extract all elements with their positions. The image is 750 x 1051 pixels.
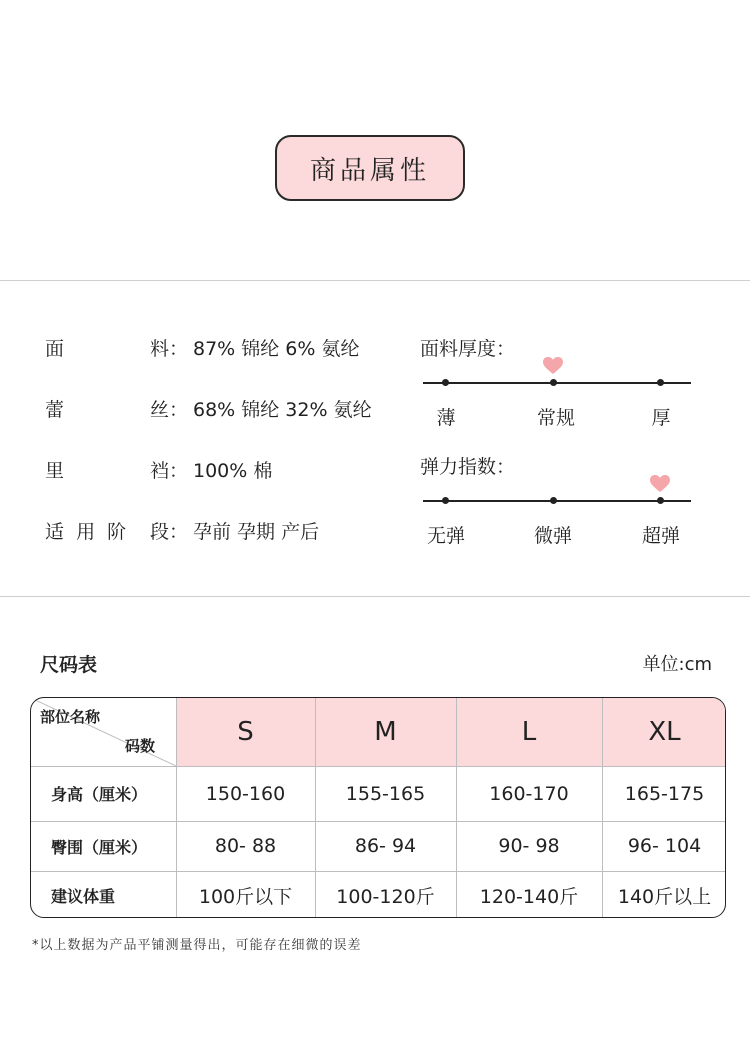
attr-label-lace: 蕾 — [45, 399, 65, 421]
grid-line — [31, 871, 726, 872]
attr-label-crotch-end: 裆： — [150, 460, 189, 482]
elasticity-heart-icon — [650, 475, 670, 493]
table-cell: 150-160 — [205, 782, 286, 805]
table-cell: 140斤以上 — [617, 885, 712, 908]
middle-divider — [0, 596, 750, 597]
table-cell: 155-165 — [345, 782, 426, 805]
size-table — [30, 697, 726, 918]
corner-label-part: 部位名称 — [40, 708, 101, 726]
elasticity-title: 弹力指数： — [420, 456, 516, 478]
thickness-dot-0 — [442, 379, 449, 386]
thickness-option-thick: 厚 — [651, 407, 671, 429]
table-cell: 96- 104 — [627, 835, 702, 857]
table-corner-cell — [31, 698, 176, 766]
table-cell: 86- 94 — [354, 835, 417, 857]
grid-line — [315, 698, 316, 918]
table-cell: 165-175 — [624, 782, 705, 805]
attr-label-fabric-end: 料： — [150, 338, 189, 360]
thickness-option-regular: 常规 — [536, 407, 576, 429]
size-header-l: L — [456, 698, 602, 766]
attr-label-stage: 适 用 阶 — [45, 521, 127, 543]
thickness-line — [423, 382, 691, 384]
attr-label-fabric: 面 — [45, 338, 65, 360]
size-header-s: S — [176, 698, 315, 766]
attr-value-stage: 孕前 孕期 产后 — [193, 521, 320, 543]
elasticity-dot-2 — [657, 497, 664, 504]
grid-line — [31, 821, 726, 822]
grid-line — [31, 766, 726, 767]
attr-value-lace: 68% 锦纶 32% 氨纶 — [193, 399, 372, 421]
elasticity-dot-1 — [550, 497, 557, 504]
top-divider — [0, 280, 750, 281]
elasticity-option-none: 无弹 — [426, 525, 466, 547]
row-label-weight: 建议体重 — [51, 886, 116, 906]
size-header-m: M — [315, 698, 456, 766]
section-title: 商品属性 — [309, 155, 430, 186]
size-chart-unit: 单位:cm — [642, 654, 712, 675]
size-header-xl: XL — [602, 698, 726, 766]
thickness-dot-2 — [657, 379, 664, 386]
section-title-pill — [275, 135, 465, 201]
elasticity-option-super: 超弹 — [641, 525, 681, 547]
row-label-hip: 臀围（厘米） — [51, 837, 148, 857]
attr-value-crotch: 100% 棉 — [193, 460, 273, 482]
attr-label-lace-end: 丝： — [150, 399, 189, 421]
grid-line — [456, 698, 457, 918]
thickness-option-thin: 薄 — [436, 407, 456, 429]
elasticity-option-slight: 微弹 — [533, 525, 573, 547]
row-label-height: 身高（厘米） — [51, 785, 148, 804]
table-cell: 120-140斤 — [479, 885, 579, 908]
footnote: *以上数据为产品平铺测量得出，可能存在细微的误差 — [32, 938, 362, 953]
thickness-heart-icon — [543, 357, 563, 375]
elasticity-line — [423, 500, 691, 502]
table-cell: 80- 88 — [214, 835, 277, 857]
attr-label-stage-end: 段： — [150, 521, 189, 543]
grid-line — [602, 698, 603, 918]
thickness-title: 面料厚度： — [420, 338, 516, 360]
corner-label-size: 码数 — [125, 737, 156, 755]
table-cell: 90- 98 — [498, 835, 560, 857]
grid-line — [176, 698, 177, 918]
table-cell: 100-120斤 — [336, 885, 435, 908]
size-chart-title: 尺码表 — [40, 654, 98, 676]
attr-label-crotch: 里 — [45, 460, 65, 482]
table-cell: 160-170 — [489, 782, 569, 805]
table-cell: 100斤以下 — [198, 885, 293, 908]
attr-value-fabric: 87% 锦纶 6% 氨纶 — [193, 338, 360, 360]
thickness-dot-1 — [550, 379, 557, 386]
elasticity-dot-0 — [442, 497, 449, 504]
